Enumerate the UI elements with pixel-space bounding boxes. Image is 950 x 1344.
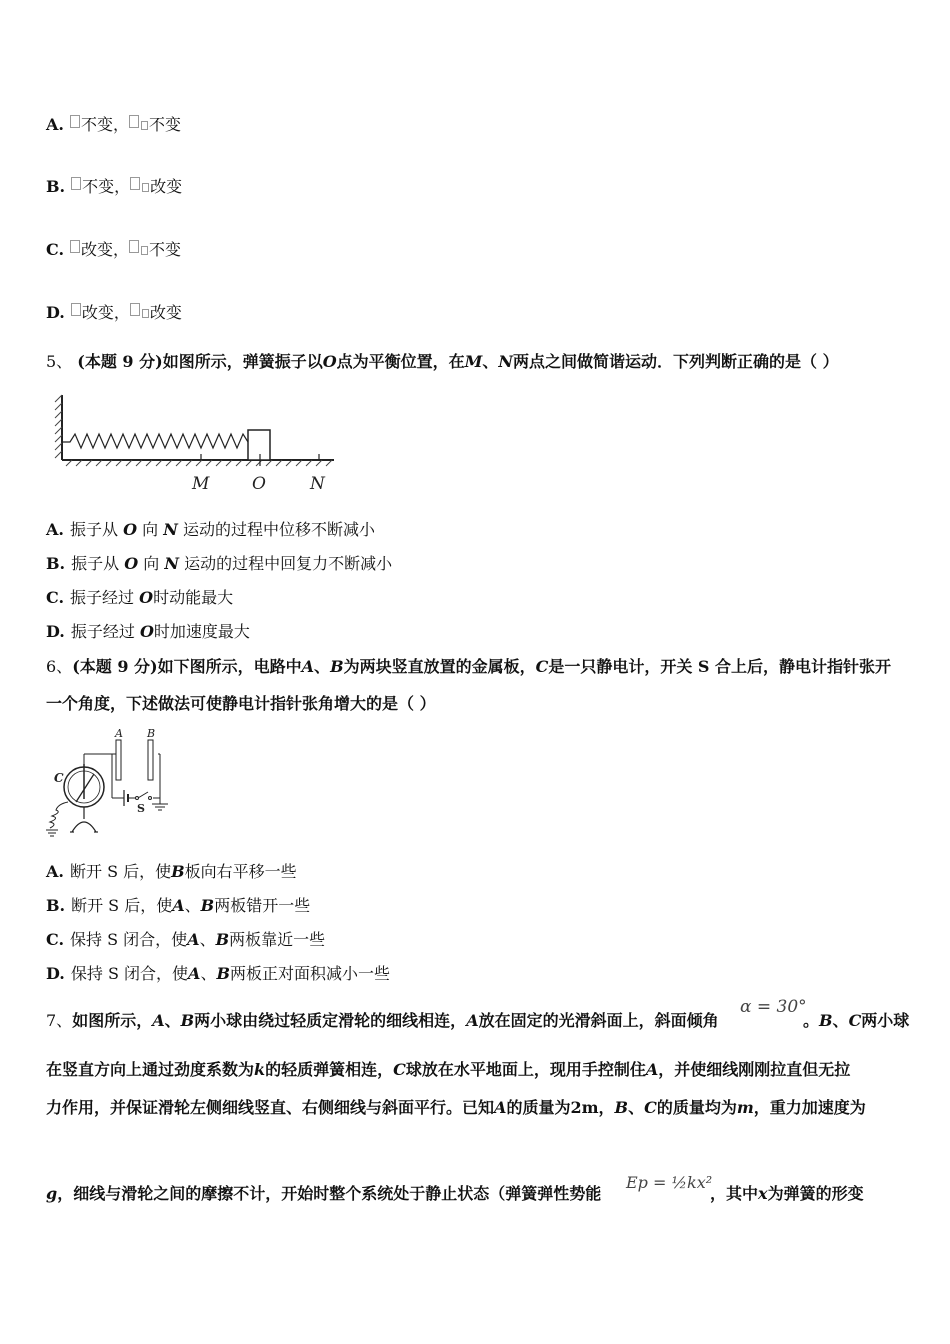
svg-text:B: B (147, 727, 156, 740)
q6-option-c: C. 保持 S 闭合，使A、B两板靠近一些 (46, 930, 326, 949)
svg-text:S: S (137, 802, 145, 815)
spring-icon (62, 434, 248, 448)
missing-formula-icon (129, 115, 139, 128)
spring-oscillator-figure (52, 390, 342, 495)
electrometer-circuit-figure (44, 724, 184, 842)
q7-line4-tail: ，其中x为弹簧的形变 (710, 1184, 864, 1203)
missing-formula-icon (71, 177, 81, 190)
q6-option-b: B. 断开 S 后，使A、B两板错开一些 (46, 896, 311, 915)
plate-b (148, 740, 153, 780)
plate-a (116, 740, 121, 780)
q4-option-d: D. 改变， 改变 (46, 303, 182, 322)
missing-formula-icon (70, 240, 80, 253)
angle-formula: α = 30° (740, 997, 807, 1017)
missing-formula-icon (129, 240, 139, 253)
missing-formula-icon (130, 177, 140, 190)
q7-line1: 7、如图所示，A、B两小球由绕过轻质定滑轮的细线相连，A放在固定的光滑斜面上，斜面倾角 (46, 1011, 719, 1030)
q5-option-a: A. 振子从 O 向 N 运动的过程中位移不断减小 (46, 520, 375, 539)
missing-formula-icon (130, 303, 140, 316)
svg-text:A: A (115, 727, 123, 740)
q6-stem-line1: 6、(本题 9 分)如下图所示，电路中A、B为两块竖直放置的金属板，C是一只静电计，开关 S 合上后，静电计指针张开 (46, 657, 892, 676)
q6-stem-line2: 一个角度，下述做法可使静电计指针张角增大的是（ ） (46, 694, 436, 713)
svg-text:C: C (54, 771, 64, 785)
missing-formula-icon (142, 309, 149, 318)
missing-formula-icon (141, 121, 148, 130)
oscillator-block (248, 430, 270, 460)
label-o: O (252, 474, 266, 494)
q4-option-a: A. 不变， 不变 (46, 115, 182, 134)
missing-formula-icon (70, 115, 80, 128)
elastic-energy-formula: Ep = ½kx² (626, 1173, 713, 1192)
q7-line4: g，细线与滑轮之间的摩擦不计，开始时整个系统处于静止状态（弹簧弹性势能 (46, 1184, 602, 1203)
q6-option-a: A. 断开 S 后，使B板向右平移一些 (46, 862, 297, 881)
q7-line1-tail: 。B、C两小球 (803, 1011, 910, 1030)
q7-line3: 力作用，并保证滑轮左侧细线竖直、右侧细线与斜面平行。已知A的质量为2m，B、C的质量均为m，重力加速度为 (46, 1098, 866, 1117)
q7-line2: 在竖直方向上通过劲度系数为k的轻质弹簧相连，C球放在水平地面上，现用手控制住A，并使细线刚刚拉直但无拉 (46, 1060, 851, 1079)
missing-formula-icon (142, 183, 149, 192)
q5-option-c: C. 振子经过 O时动能最大 (46, 588, 234, 607)
switch-lever (138, 792, 148, 798)
label-m: M (192, 474, 210, 494)
q5-stem: 5、 (本题 9 分)如图所示，弹簧振子以O点为平衡位置，在M、N两点之间做简谐运动．下列判断正确的是（ ） (46, 352, 839, 371)
q4-option-c: C. 改变， 不变 (46, 240, 182, 259)
q4-option-b: B. 不变， 改变 (46, 177, 183, 196)
q6-option-d: D. 保持 S 闭合，使A、B两板正对面积减小一些 (46, 964, 390, 983)
q5-option-b: B. 振子从 O 向 N 运动的过程中回复力不断减小 (46, 554, 393, 573)
q5-option-d: D. 振子经过 O时加速度最大 (46, 622, 250, 641)
missing-formula-icon (141, 246, 148, 255)
missing-formula-icon (71, 303, 81, 316)
label-n: N (310, 474, 325, 494)
